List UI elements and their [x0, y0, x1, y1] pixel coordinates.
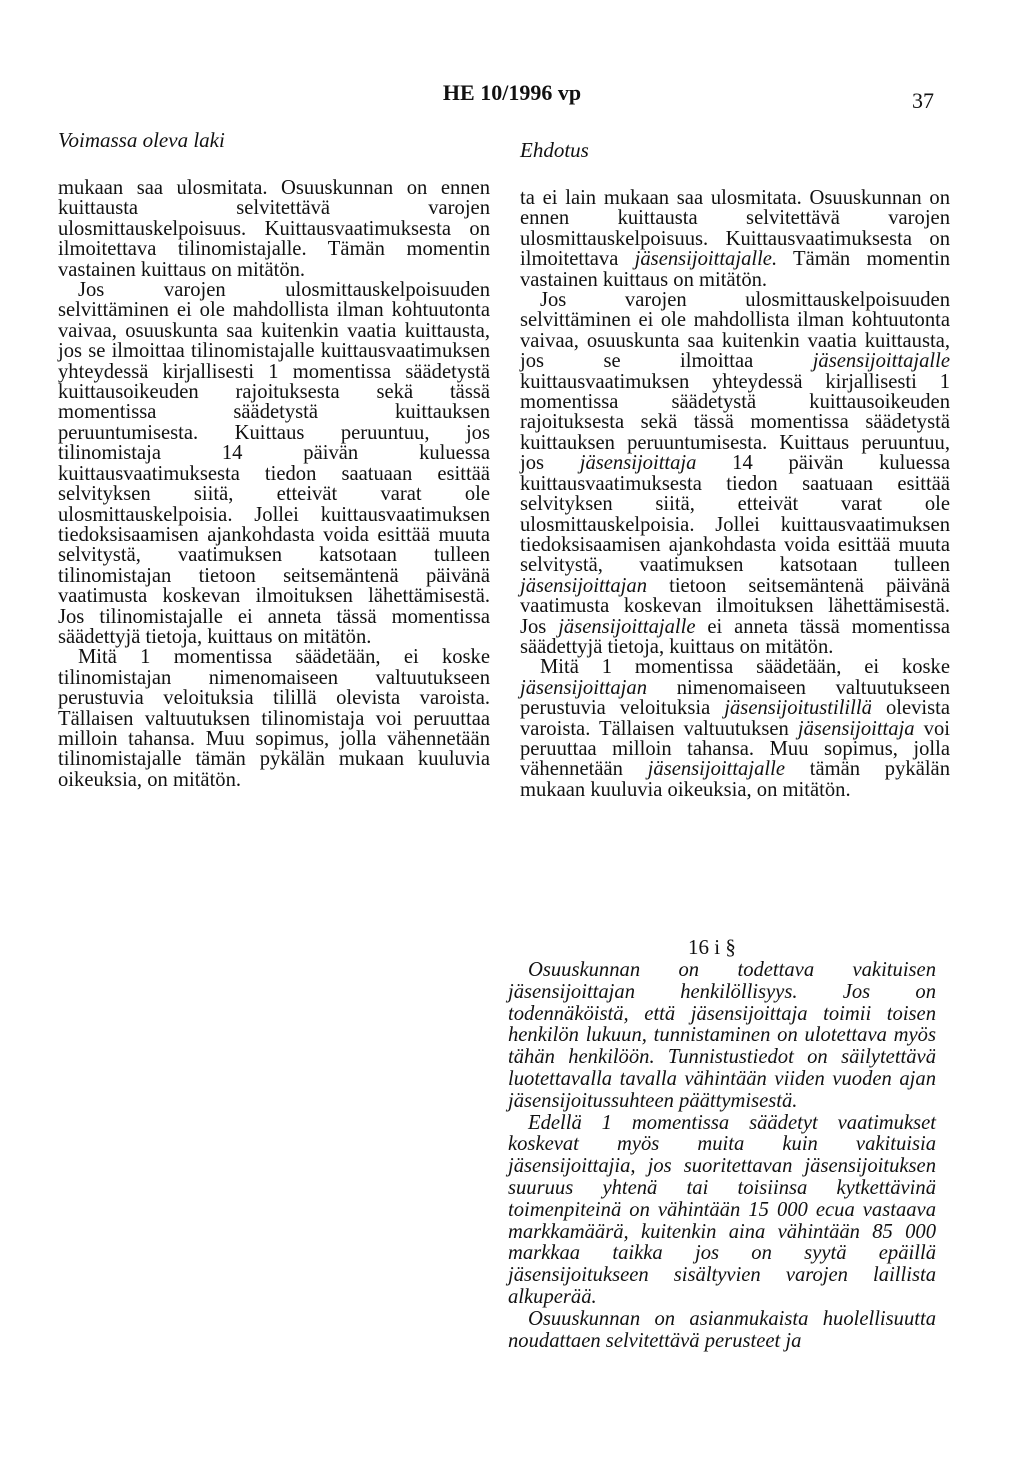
page-number: 37 [912, 88, 934, 113]
text-span: ei anneta tässä momentissa säädettyjä tietoja, kuittaus on mitätön. [520, 615, 950, 658]
text-span: ta ei lain mukaan saa ulosmitata. Osuuskunnan on ennen kuittausta selvitettävä varojen ulosmittauskelpoisuus. Kuittausvaatimuksesta on ilmoitettava [520, 187, 950, 271]
text-span: Tämän momentin vastainen kuittaus on mitätön. [520, 248, 950, 291]
amended-term: jäsensijoittajan [520, 676, 648, 699]
left-column-title: Voimassa oleva laki [58, 128, 225, 152]
text-span: tämän pykälän mukaan kuuluvia oikeuksia, on mitätön. [520, 758, 950, 801]
text-span: nimenomaiseen valtuutukseen perustuvia veloituksia [520, 676, 950, 720]
proposal-column [520, 188, 950, 800]
current-law-paragraph-2: Jos varojen ulosmittauskelpoisuuden selvittäminen ei ole mahdollista ilman kohtuutonta vaivaa, osuuskunta saa kuitenkin vaatia kuittausta, jos se ilmoittaa tilinomistajalle kuittausvaatimuksen yhteydessä kirjallisesti 1 momentissa säädetystä kuittausoikeuden rajoituksesta sekä tässä momentissa säädetystä kuittauksen peruuntumisesta. Kuittaus peruuntuu, jos tilinomistaja 14 päivän kuluessa kuittausvaatimuksesta tiedon saatuaan esittää selvityksen siitä, etteivät varat ole ulosmittauskelpoisia. Jollei kuittausvaatimuksen tiedoksisaamisen ajankohdasta voida esittää muuta selvitystä, vaatimuksen katsotaan tulleen tilinomistajan tietoon seitsemäntenä päivänä vaatimusta koskevan ilmoituksen lähettämisestä. Jos tilinomistajalle ei anneta tässä momentissa säädettyjä tietoja, kuittaus on mitätön. [58, 279, 490, 648]
amended-term: jäsensijoittajalle [558, 615, 696, 638]
proposal-paragraph-1 [520, 188, 950, 290]
current-law-column [58, 178, 490, 790]
text-span: 14 päivän kuluessa kuittausvaatimuksesta tiedon saatuaan esittää selvityksen siitä, etteivät varat ole ulosmittauskelpoisia. Jollei kuittausvaatimuksen tiedoksisaamisen ajankohdasta voida esittää muuta selvitystä, vaatimuksen katsotaan tulleen [520, 452, 950, 577]
amended-term: jäsensijoittajan [520, 574, 648, 597]
amended-term: jäsensijoittaja [797, 717, 915, 740]
amended-term: jäsensijoittaja [579, 452, 697, 475]
proposal-paragraph-2 [520, 290, 950, 657]
text-span: voi peruuttaa milloin tahansa. Muu sopimus, jolla vähennetään [520, 717, 950, 781]
text-span: Mitä 1 momentissa säädetään, ei koske [540, 656, 950, 679]
text-span: tietoon seitsemäntenä päivänä vaatimusta koskevan ilmoituksen lähettämisestä. Jos [520, 574, 950, 638]
current-law-paragraph-3: Mitä 1 momentissa säädetään, ei koske tilinomistajan nimenomaiseen valtuutukseen perustuvia veloituksia tilillä olevista varoista. Tällaisen valtuutuksen tilinomistaja voi peruuttaa milloin tahansa. Muu sopimus, jolla vähennetään tilinomistajalle tämän pykälän mukaan kuuluvia oikeuksia, on mitätön. [58, 646, 490, 791]
amended-term: jäsensijoitustilillä [724, 697, 872, 720]
current-law-paragraph-1: mukaan saa ulosmitata. Osuuskunnan on ennen kuittausta selvitettävä varojen ulosmittauskelpoisuus. Kuittausvaatimuksesta on ilmoitettava tilinomistajalle. Tämän momentin vastainen kuittaus on mitätön. [58, 177, 490, 281]
amended-term: jäsensijoittajalle. [634, 248, 778, 271]
text-span: olevista varoista. Tällaisen valtuutuksen [520, 697, 951, 740]
new-section-body [508, 960, 936, 1352]
amended-term: jäsensijoittajalle [647, 758, 785, 781]
document-code: HE 10/1996 vp [442, 80, 582, 105]
new-section-paragraph-3: Osuuskunnan on asianmukaista huolellisuutta noudattaen selvitettävä perusteet ja [508, 1307, 936, 1352]
new-section-paragraph-1: Osuuskunnan on todettava vakituisen jäsensijoittajan henkilöllisyys. Jos on todennäköistä, että jäsensijoittaja toimii toisen henkilön lukuun, tunnistaminen on ulotettava myös tähän henkilöön. Tunnistustiedot on säilytettävä luotettavalla tavalla vähintään viiden vuoden ajan jäsensijoitussuhteen päättymisestä. [508, 959, 936, 1112]
right-column-title: Ehdotus [520, 138, 589, 162]
text-span: Jos varojen ulosmittauskelpoisuuden selvittäminen ei ole mahdollista ilman kohtuutonta vaivaa, osuuskunta saa kuitenkin vaatia kuittausta, jos se ilmoittaa [520, 289, 950, 373]
amended-term: jäsensijoittajalle [812, 350, 950, 373]
text-span: kuittausvaatimuksen yhteydessä kirjallisesti 1 momentissa säädetystä kuittausoikeuden rajoituksesta sekä tässä momentissa säädetystä kuittauksen peruuntumisesta. Kuittaus peruuntuu, jos [520, 370, 950, 475]
new-section-paragraph-2: Edellä 1 momentissa säädetyt vaatimukset koskevat myös muita kuin vakituisia jäsensijoittajia, jos suoritettavan jäsensijoituksen suuruus yhtenä tai toisiinsa kytkettävinä toimenpiteinä on vähintään 15 000 ecua vastaava markkamäärä, kuitenkin aina vähintään 85 000 markkaa taikka jos on syytä epäillä jäsensijoitukseen sisältyvien varojen laillista alkuperää. [508, 1111, 936, 1308]
proposal-paragraph-3 [520, 657, 950, 800]
section-number: 16 i § [688, 935, 736, 959]
